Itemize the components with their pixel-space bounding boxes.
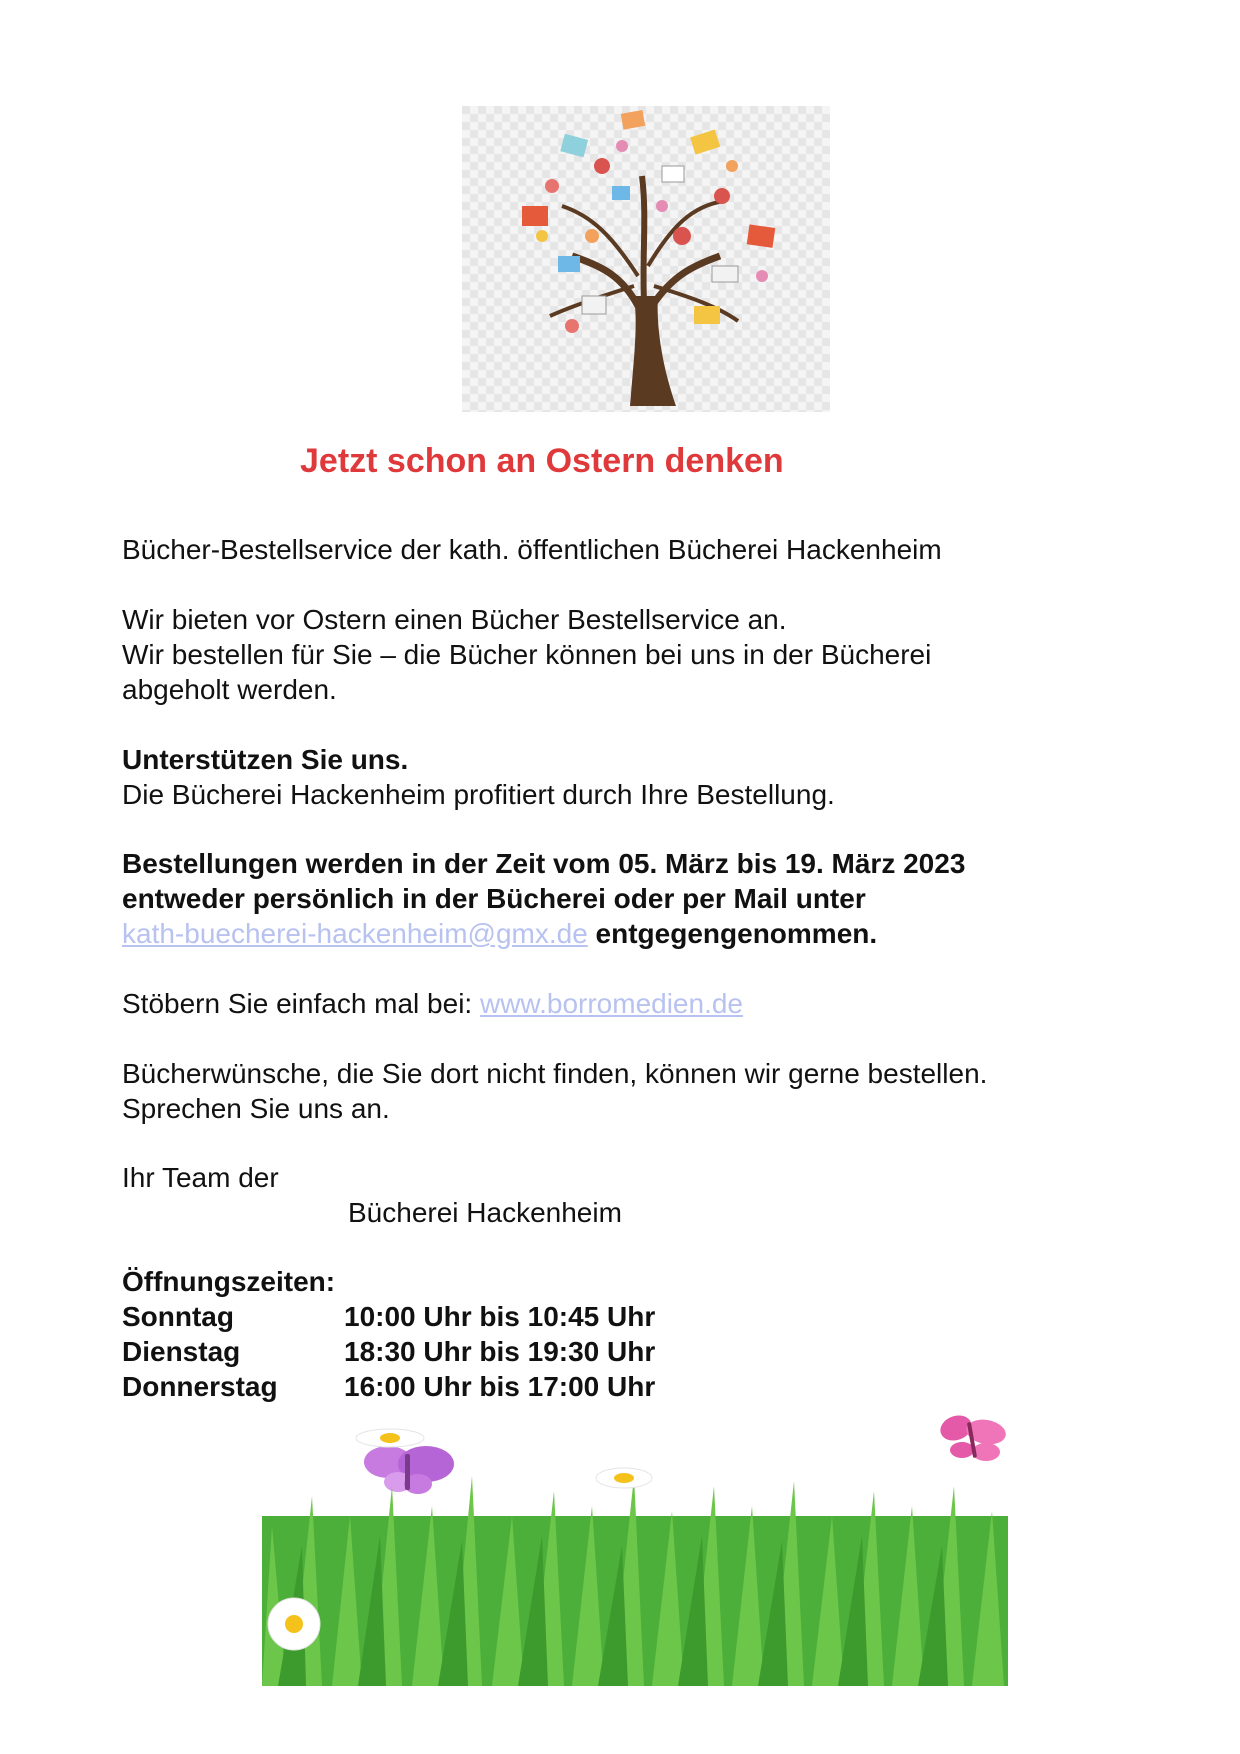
orders-line: Bestellungen werden in der Zeit vom 05. März bis 19. März 2023 bbox=[122, 848, 966, 879]
signature-line: Ihr Team der bbox=[122, 1162, 279, 1193]
hours-row bbox=[122, 1369, 1122, 1404]
offer-paragraph bbox=[122, 602, 1122, 707]
website-link[interactable]: www.borromedien.de bbox=[479, 988, 744, 1019]
support-text: Die Bücherei Hackenheim profitiert durch Ihre Bestellung. bbox=[122, 779, 835, 810]
hours-day: Sonntag bbox=[122, 1301, 234, 1332]
hours-time: 10:00 Uhr bis 10:45 Uhr bbox=[344, 1301, 656, 1332]
signature-line: Bücherei Hackenheim bbox=[348, 1197, 622, 1228]
email-link[interactable]: kath-buecherei-hackenheim@gmx.de bbox=[122, 918, 588, 949]
support-paragraph bbox=[122, 742, 1122, 812]
support-heading: Unterstützen Sie uns. bbox=[122, 744, 409, 775]
hours-time: 16:00 Uhr bis 17:00 Uhr bbox=[344, 1371, 656, 1402]
hours-row bbox=[122, 1334, 1122, 1369]
offer-line: abgeholt werden. bbox=[122, 674, 337, 705]
orders-line: entweder persönlich in der Bücherei oder per Mail unter bbox=[122, 883, 866, 914]
wishes-line: Sprechen Sie uns an. bbox=[122, 1093, 390, 1124]
browse-line bbox=[122, 986, 1122, 1021]
offer-line: Wir bestellen für Sie – die Bücher können bei uns in der Bücherei bbox=[122, 639, 932, 670]
orders-email-suffix: entgegengenommen. bbox=[587, 918, 878, 949]
orders-email-line bbox=[122, 916, 1122, 951]
signature bbox=[122, 1160, 1122, 1230]
page-title: Jetzt schon an Ostern denken bbox=[300, 442, 784, 480]
opening-hours bbox=[122, 1264, 1122, 1404]
book-tree-image bbox=[462, 106, 830, 412]
orders-paragraph bbox=[122, 846, 1122, 951]
hours-time: 18:30 Uhr bis 19:30 Uhr bbox=[344, 1336, 656, 1367]
hours-day: Dienstag bbox=[122, 1336, 241, 1367]
wishes-paragraph bbox=[122, 1056, 1122, 1126]
wishes-line: Bücherwünsche, die Sie dort nicht finden, können wir gerne bestellen. bbox=[122, 1058, 988, 1089]
hours-heading: Öffnungszeiten: bbox=[122, 1266, 336, 1297]
intro-text: Bücher-Bestellservice der kath. öffentlichen Bücherei Hackenheim bbox=[122, 534, 942, 565]
hours-day: Donnerstag bbox=[122, 1371, 278, 1402]
hours-row bbox=[122, 1299, 1122, 1334]
offer-line: Wir bieten vor Ostern einen Bücher Bestellservice an. bbox=[122, 604, 787, 635]
grass-image bbox=[262, 1406, 1008, 1686]
browse-prefix: Stöbern Sie einfach mal bei: bbox=[122, 988, 480, 1019]
